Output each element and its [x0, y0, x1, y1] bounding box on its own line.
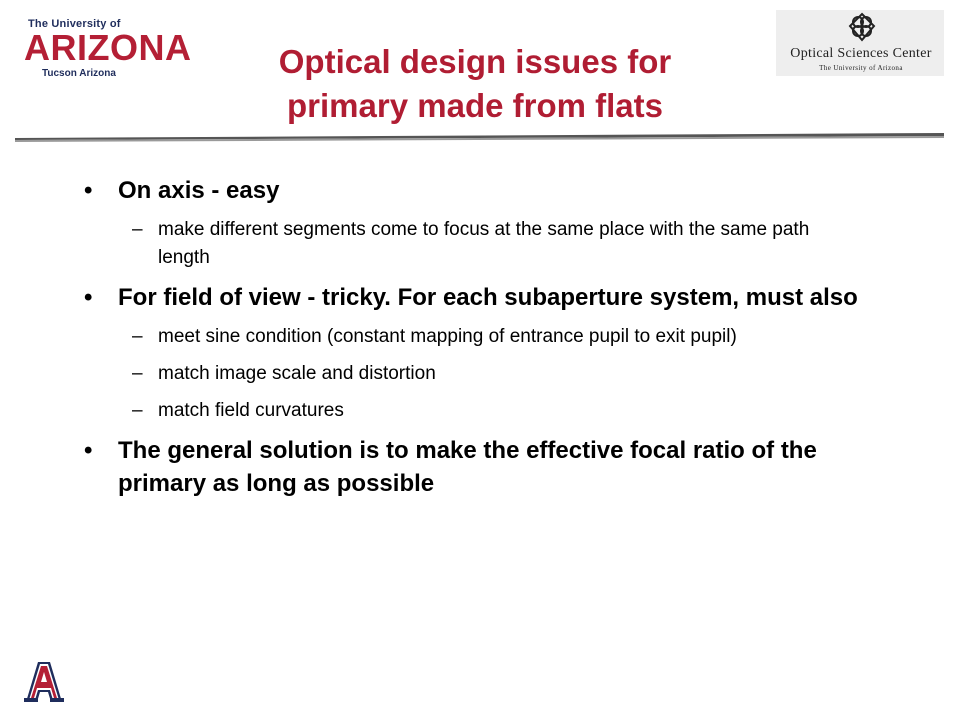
- sub-bullet-marker: –: [132, 363, 143, 384]
- slide-title: [170, 40, 780, 128]
- sub-bullet-marker: –: [132, 400, 143, 421]
- slide-title-line-1: Optical design issues for: [278, 43, 672, 80]
- osc-name-text: Optical Sciences Center: [790, 46, 932, 61]
- bullet-list: [80, 174, 900, 509]
- sub-bullet-text: make different segments come to focus at the same place with the same path length: [158, 219, 810, 268]
- bullet-item: [80, 174, 900, 207]
- bullet-marker: •: [84, 437, 93, 464]
- title-separator-line: [0, 128, 960, 152]
- bullet-text: On axis - easy: [118, 177, 280, 204]
- slide-title-line-2: primary made from flats: [287, 87, 663, 124]
- bullet-marker: •: [84, 284, 93, 311]
- bullet-item: [80, 281, 900, 314]
- optical-sciences-center-logo: [776, 10, 944, 76]
- university-of-arizona-logo: [20, 12, 192, 79]
- bullet-item: [80, 434, 900, 500]
- sub-bullet-text: match image scale and distortion: [158, 363, 436, 384]
- sub-bullet-item: [132, 397, 838, 425]
- osc-subtitle-text: The University of Arizona: [819, 64, 903, 72]
- bullet-text: The general solution is to make the effective focal ratio of the primary as long as possible: [118, 437, 817, 497]
- osc-knot-icon: [848, 12, 876, 42]
- sub-bullet-marker: –: [132, 219, 143, 240]
- sub-bullet-item: [132, 323, 838, 351]
- sub-bullet-item: [132, 360, 838, 388]
- logo-tucson-text: Tucson Arizona: [42, 68, 116, 79]
- sub-bullet-text: match field curvatures: [158, 400, 344, 421]
- sub-bullet-marker: –: [132, 326, 143, 347]
- sub-bullet-item: [132, 216, 838, 272]
- logo-university-of-text: The University of: [28, 18, 121, 30]
- bullet-marker: •: [84, 177, 93, 204]
- sub-bullet-text: meet sine condition (constant mapping of entrance pupil to exit pupil): [158, 326, 737, 347]
- bullet-text: For field of view - tricky. For each subaperture system, must also: [118, 284, 858, 311]
- arizona-block-a-icon: [22, 658, 66, 704]
- logo-arizona-text: ARIZONA: [24, 27, 192, 68]
